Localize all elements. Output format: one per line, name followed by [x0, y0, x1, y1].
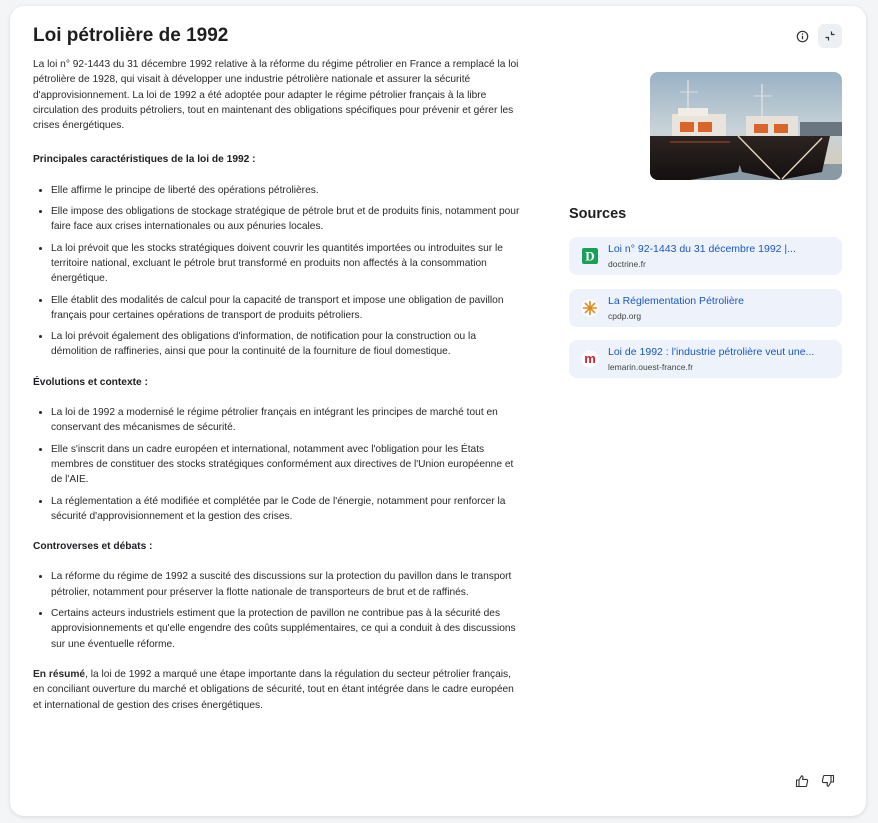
list-item: • La réforme du régime de 1992 a suscité des discussions sur la protection du pavillon dans le transport pétrolier, notamment pour préserver la flotte nationale de transporteurs de brut et de raffinés. [51, 569, 523, 600]
list-item: • La loi de 1992 a modernisé le régime pétrolier français en intégrant les principes de marché tout en conservant des mécanismes de sécurité. [51, 405, 523, 436]
collapse-arrows-icon [824, 30, 836, 42]
section-heading: Principales caractéristiques de la loi de 1992 : [33, 154, 256, 166]
section-list [33, 183, 523, 360]
source-card[interactable] [569, 237, 842, 275]
source-card[interactable] [569, 340, 842, 378]
list-item: • La loi prévoit que les stocks stratégiques doivent couvrir les quantités importées ou introduites sur le territoire national, excluant le pétrole brut transformé en produits non affectés à la consommation énergétique. [51, 241, 523, 287]
source-card[interactable] [569, 289, 842, 327]
thumbs-up-button[interactable] [795, 774, 813, 792]
thumbs-down-icon [821, 774, 835, 788]
section-heading: Évolutions et contexte : [33, 376, 148, 388]
list-item: • La loi prévoit également des obligations d'information, de notification pour la construction ou la démolition de raffineries, ainsi que pour la continuité de la fourniture de fioul domestique. [51, 329, 523, 360]
summary-text: , la loi de 1992 a marqué une étape importante dans la régulation du secteur pétrolier français, en conciliant ouverture du marché et obligations de sécurité, tout en étant intégrée dans le cadre européen et international de gestion des crises énergétiques. [33, 668, 514, 711]
source-title[interactable]: Loi de 1992 : l'industrie pétrolière veut une... [608, 346, 815, 358]
info-button[interactable] [790, 24, 814, 48]
info-icon [796, 30, 809, 43]
intro-paragraph: La loi n° 92-1443 du 31 décembre 1992 relative à la réforme du régime pétrolier en France a remplacé la loi pétrolière de 1928, qui visait à développer une industrie pétrolière nationale et assurer la sécurité d'approvisionnement. La loi de 1992 a été adoptée pour adapter le régime pétrolier français à la libre circulation des produits pétroliers, tout en maintenant des obligations spécifiques pour prévenir et gérer les crises énergétiques. [33, 59, 519, 132]
lemarin-m-icon [580, 349, 600, 369]
thumbs-up-icon [795, 774, 809, 788]
section-list [33, 405, 523, 524]
summary-paragraph [33, 667, 523, 713]
tanker-ship-image [650, 72, 842, 180]
section-heading: Controverses et débats : [33, 541, 153, 553]
list-item: • Elle établit des modalités de calcul pour la capacité de transport et impose une obligation de pavillon français pour certaines opérations de transport de produits pétroliers. [51, 293, 523, 324]
collapse-button[interactable] [818, 24, 842, 48]
list-item: • Elle affirme le principe de liberté des opérations pétrolières. [51, 183, 523, 198]
source-domain: cpdp.org [608, 311, 642, 321]
sources-heading: Sources [569, 206, 627, 222]
source-title[interactable]: La Réglementation Pétrolière [608, 295, 744, 307]
list-item: • Elle impose des obligations de stockage stratégique de pétrole brut et de produits finis, notamment pour faire face aux crises internationales ou aux pénuries locales. [51, 204, 523, 235]
section-list [33, 569, 523, 651]
source-title[interactable]: Loi n° 92-1443 du 31 décembre 1992 |... [608, 243, 796, 255]
ship-thumbnail[interactable] [650, 72, 842, 180]
doctrine-letter: D [585, 248, 595, 264]
answer-title: Loi pétrolière de 1992 [33, 25, 229, 46]
source-domain: doctrine.fr [608, 259, 646, 269]
thumbs-down-button[interactable] [821, 774, 839, 792]
list-item: • Elle s'inscrit dans un cadre européen et international, notamment avec l'obligation pour les États membres de constituer des stocks stratégiques conformément aux directives de l'Union européenne et de l'AIE. [51, 442, 523, 488]
answer-body [33, 57, 523, 713]
summary-lead: En résumé [33, 668, 86, 680]
list-item: • Certains acteurs industriels estiment que la protection de pavillon ne contribue pas à la sécurité des approvisionnements et qu'elle engendre des coûts supplémentaires, ce qui a conduit à des discussions sur une éventuelle réforme. [51, 606, 523, 652]
lemarin-letter: m [584, 351, 596, 366]
list-item: • La réglementation a été modifiée et complétée par le Code de l'énergie, notamment pour renforcer la sécurité d'approvisionnement et la gestion des crises. [51, 494, 523, 525]
source-domain: lemarin.ouest-france.fr [608, 362, 694, 372]
cpdp-sunburst-icon [580, 298, 600, 318]
doctrine-d-icon [580, 246, 600, 266]
answer-card [10, 6, 866, 816]
